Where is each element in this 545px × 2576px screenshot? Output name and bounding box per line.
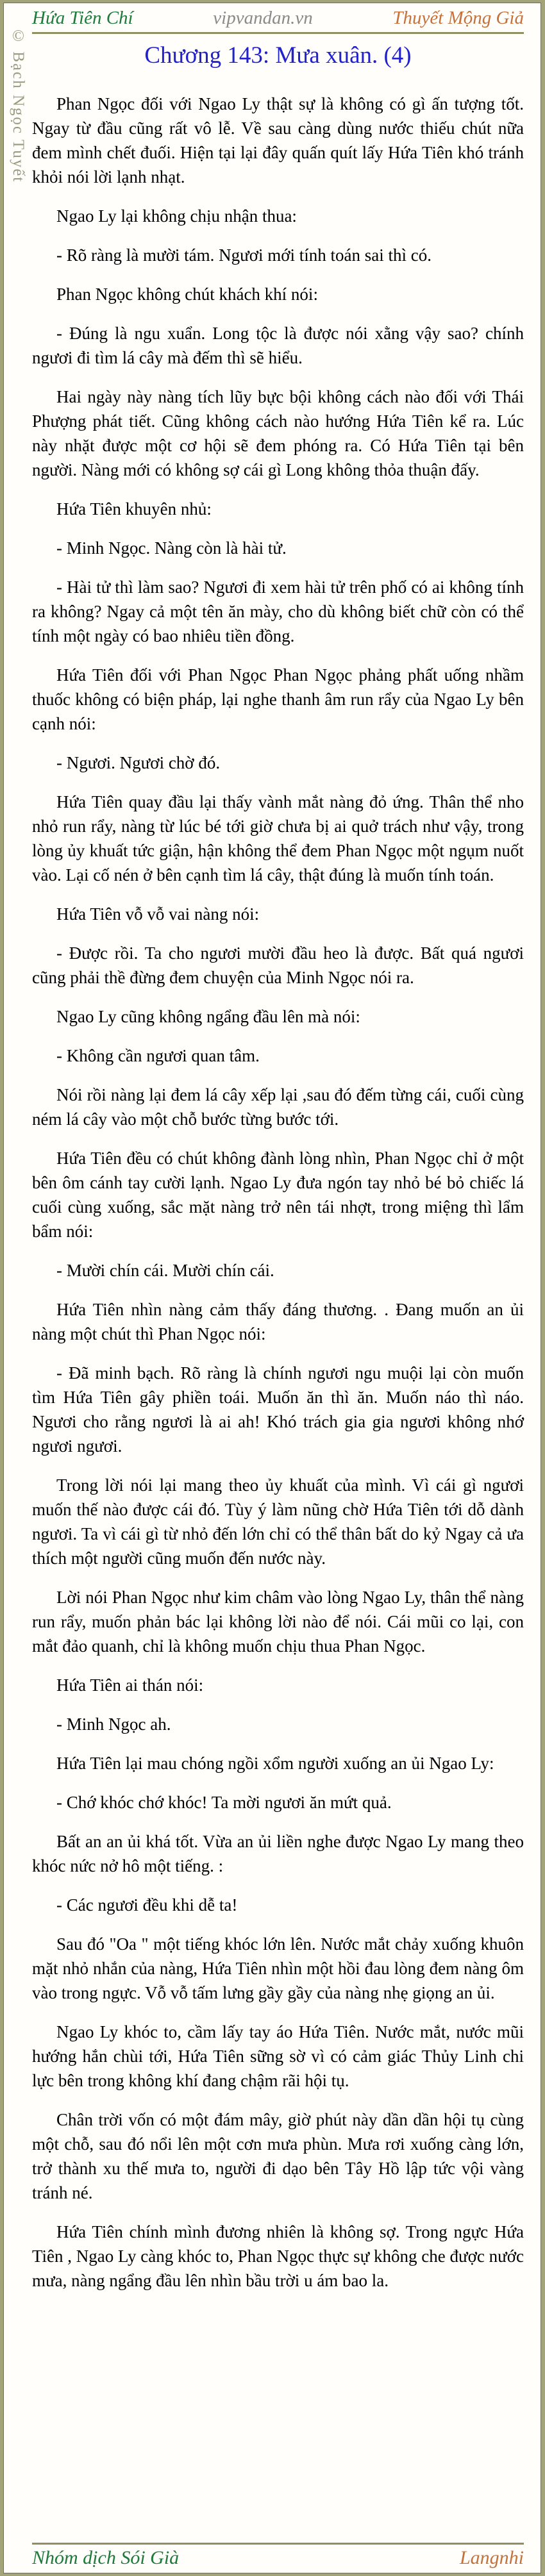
chapter-title: Chương 143: Mưa xuân. (4) <box>144 42 412 69</box>
paragraph: - Minh Ngọc. Nàng còn là hài tử. <box>56 538 287 558</box>
paragraph: Hứa Tiên chính mình đương nhiên là không sợ. Trong ngực Hứa Tiên , Ngao Ly càng khóc to, Phan Ngọc thực sự không che được nước mưa, nàng ngẩng đầu lên nhìn bầu trời u ám bao la. <box>32 2222 524 2291</box>
paragraph: - Được rồi. Ta cho ngươi mười đầu heo là được. Bất quá ngươi cũng phải thề đừng đem chuyện của Minh Ngọc nói ra. <box>32 943 524 988</box>
paragraph: Hứa Tiên ai thán nói: <box>56 1675 204 1695</box>
page-frame <box>3 3 541 2573</box>
paragraph: Trong lời nói lại mang theo ủy khuất của mình. Vì cái gì ngươi muốn thế nào được cái đó. Tùy ý làm nũng chờ Hứa Tiên tới dỗ dành ngươi. Ta vì cái gì từ nhỏ đến lớn chỉ có thể thân bất do kỷ Ngay cả ưa thích một người cũng muốn đến nước này. <box>32 1475 524 1568</box>
paragraph: Chân trời vốn có một đám mây, giờ phút này dần dần hội tụ cùng một chỗ, sau đó nổi lên một cơn mưa phùn. Mưa rơi xuống càng lớn, trở thành xu thế mưa to, người đi dạo bên Tây Hồ lập tức vội vàng tránh né. <box>32 2110 524 2203</box>
translation-group: Nhóm dịch Sói Già <box>32 2547 180 2568</box>
paragraph: - Minh Ngọc ah. <box>56 1715 171 1734</box>
paragraph: Phan Ngọc đối với Ngao Ly thật sự là không có gì ấn tượng tốt. Ngay từ đầu cũng rất vô lễ. Về sau càng dùng nước thiếu chút nữa đem mình chết đuối. Hiện tại lại đây quấn quít lấy Hứa Tiên khó tránh khỏi nói lời lạnh nhạt. <box>32 94 524 187</box>
copyright-watermark: © Bạch Ngọc Tuyết <box>10 28 27 183</box>
paragraph: - Đúng là ngu xuẩn. Long tộc là được nói xằng vậy sao? chính ngươi đi tìm lá cây mà đếm thì sẽ hiểu. <box>32 324 524 368</box>
paragraph: Bất an an ủi khá tốt. Vừa an ủi liền nghe được Ngao Ly mang theo khóc nức nở hô một tiếng. : <box>32 1832 524 1876</box>
paragraph: - Hài tử thì làm sao? Ngươi đi xem hài tử trên phố có ai không tính ra không? Ngay cả một tên ăn mày, cho dù không biết chữ còn có thể tính một ngày có bao nhiêu tiền đồng. <box>32 578 524 646</box>
site-name: vipvandan.vn <box>213 8 313 28</box>
paragraph: Ngao Ly khóc to, cầm lấy tay áo Hứa Tiên. Nước mắt, nước mũi hướng hắn chùi tới, Hứa Tiên sững sờ vì có cảm giác Thủy Linh chi lực bên trong không khí đang chậm rãi hội tụ. <box>32 2022 524 2091</box>
paragraph: Nói rồi nàng lại đem lá cây xếp lại ,sau đó đếm từng cái, cuối cùng ném lá cây vào một chỗ bước từng bước tới. <box>32 1085 524 1129</box>
paragraph: Ngao Ly lại không chịu nhận thua: <box>56 206 297 226</box>
paragraph: Hứa Tiên đều có chút không đành lòng nhìn, Phan Ngọc chỉ ở một bên ôm cánh tay cười lạnh. Ngao Ly đưa ngón tay nhỏ bé bỏ chiếc lá cuối cùng xuống, sắc mặt nàng trở nên tái nhợt, trong miệng thì lẩm bẩm nói: <box>32 1149 524 1242</box>
paragraph: Hứa Tiên lại mau chóng ngồi xổm người xuống an ủi Ngao Ly: <box>56 1754 494 1774</box>
chapter-body <box>32 92 524 2293</box>
paragraph: - Rõ ràng là mười tám. Ngươi mới tính toán sai thì có. <box>56 245 432 265</box>
book-title: Hứa Tiên Chí <box>32 8 133 28</box>
paragraph: - Mười chín cái. Mười chín cái. <box>56 1261 274 1281</box>
paragraph: Hai ngày này nàng tích lũy bực bội không cách nào đối với Thái Phượng phát tiết. Cũng không cách nào hướng Hứa Tiên kể ra. Lúc này nhặt được một cơ hội sẽ đem phóng ra. Có Hứa Tiên tại bên người. Nàng mới có không sợ cái gì Long không thỏa thuận đấy. <box>32 387 524 480</box>
translator-name: Langnhi <box>459 2547 524 2568</box>
paragraph: - Ngươi. Ngươi chờ đó. <box>56 753 221 773</box>
paragraph: Sau đó "Oa " một tiếng khóc lớn lên. Nước mắt chảy xuống khuôn mặt nhỏ nhắn của nàng, Hứa Tiên nhìn một hồi đau lòng đem nàng ôm vào trong ngực. Vỗ vỗ tấm lưng gầy gầy của nàng nhẹ giọng an ủi. <box>32 1934 524 2003</box>
paragraph: - Chớ khóc chớ khóc! Ta mời ngươi ăn mứt quả. <box>56 1793 392 1813</box>
paragraph: Hứa Tiên khuyên nhủ: <box>56 499 212 519</box>
paragraph: Lời nói Phan Ngọc như kim châm vào lòng Ngao Ly, thân thể nàng run rẩy, muốn phản bác lại không lời nào để nói. Cái mũi co lại, con mắt đảo quanh, chỉ là không muốn chịu thua Phan Ngọc. <box>32 1588 524 1656</box>
paragraph: Ngao Ly cũng không ngẩng đầu lên mà nói: <box>56 1007 360 1027</box>
paragraph: Hứa Tiên quay đầu lại thấy vành mắt nàng đỏ ứng. Thân thể nho nhỏ run rẩy, nàng từ lúc bé tới giờ chưa bị ai quở trách như vậy, trong lòng ủy khuất tức giận, hận không thể đem Phan Ngọc một ngụm nuốt vào. Lại cố nén ở bên cạnh tìm lá cây, thật đúng là muốn tính toán. <box>32 792 524 885</box>
author-name: Thuyết Mộng Giả <box>392 8 524 28</box>
paragraph: Hứa Tiên đối với Phan Ngọc Phan Ngọc phảng phất uống nhầm thuốc không có biện pháp, lại nghe thanh âm run rẩy của Ngao Ly bên cạnh nói: <box>32 665 524 734</box>
paragraph: - Đã minh bạch. Rõ ràng là chính ngươi ngu muội lại còn muốn tìm Hứa Tiên gây phiền toái. Muốn ăn thì ăn. Muốn náo thì náo. Ngươi cho rằng ngươi là ai ah! Khó trách gia gia ngươi không nhớ ngươi ngươi. <box>32 1363 524 1456</box>
site-header <box>32 3 524 34</box>
paragraph: Hứa Tiên nhìn nàng cảm thấy đáng thương. . Đang muốn an ủi nàng một chút thì Phan Ngọc nói: <box>32 1300 524 1344</box>
paragraph: Hứa Tiên vỗ vỗ vai nàng nói: <box>56 904 260 924</box>
paragraph: - Các ngươi đều khi dễ ta! <box>56 1895 238 1915</box>
page-footer <box>32 2543 524 2571</box>
paragraph: - Không cần ngươi quan tâm. <box>56 1046 260 1066</box>
paragraph: Phan Ngọc không chút khách khí nói: <box>56 285 318 304</box>
